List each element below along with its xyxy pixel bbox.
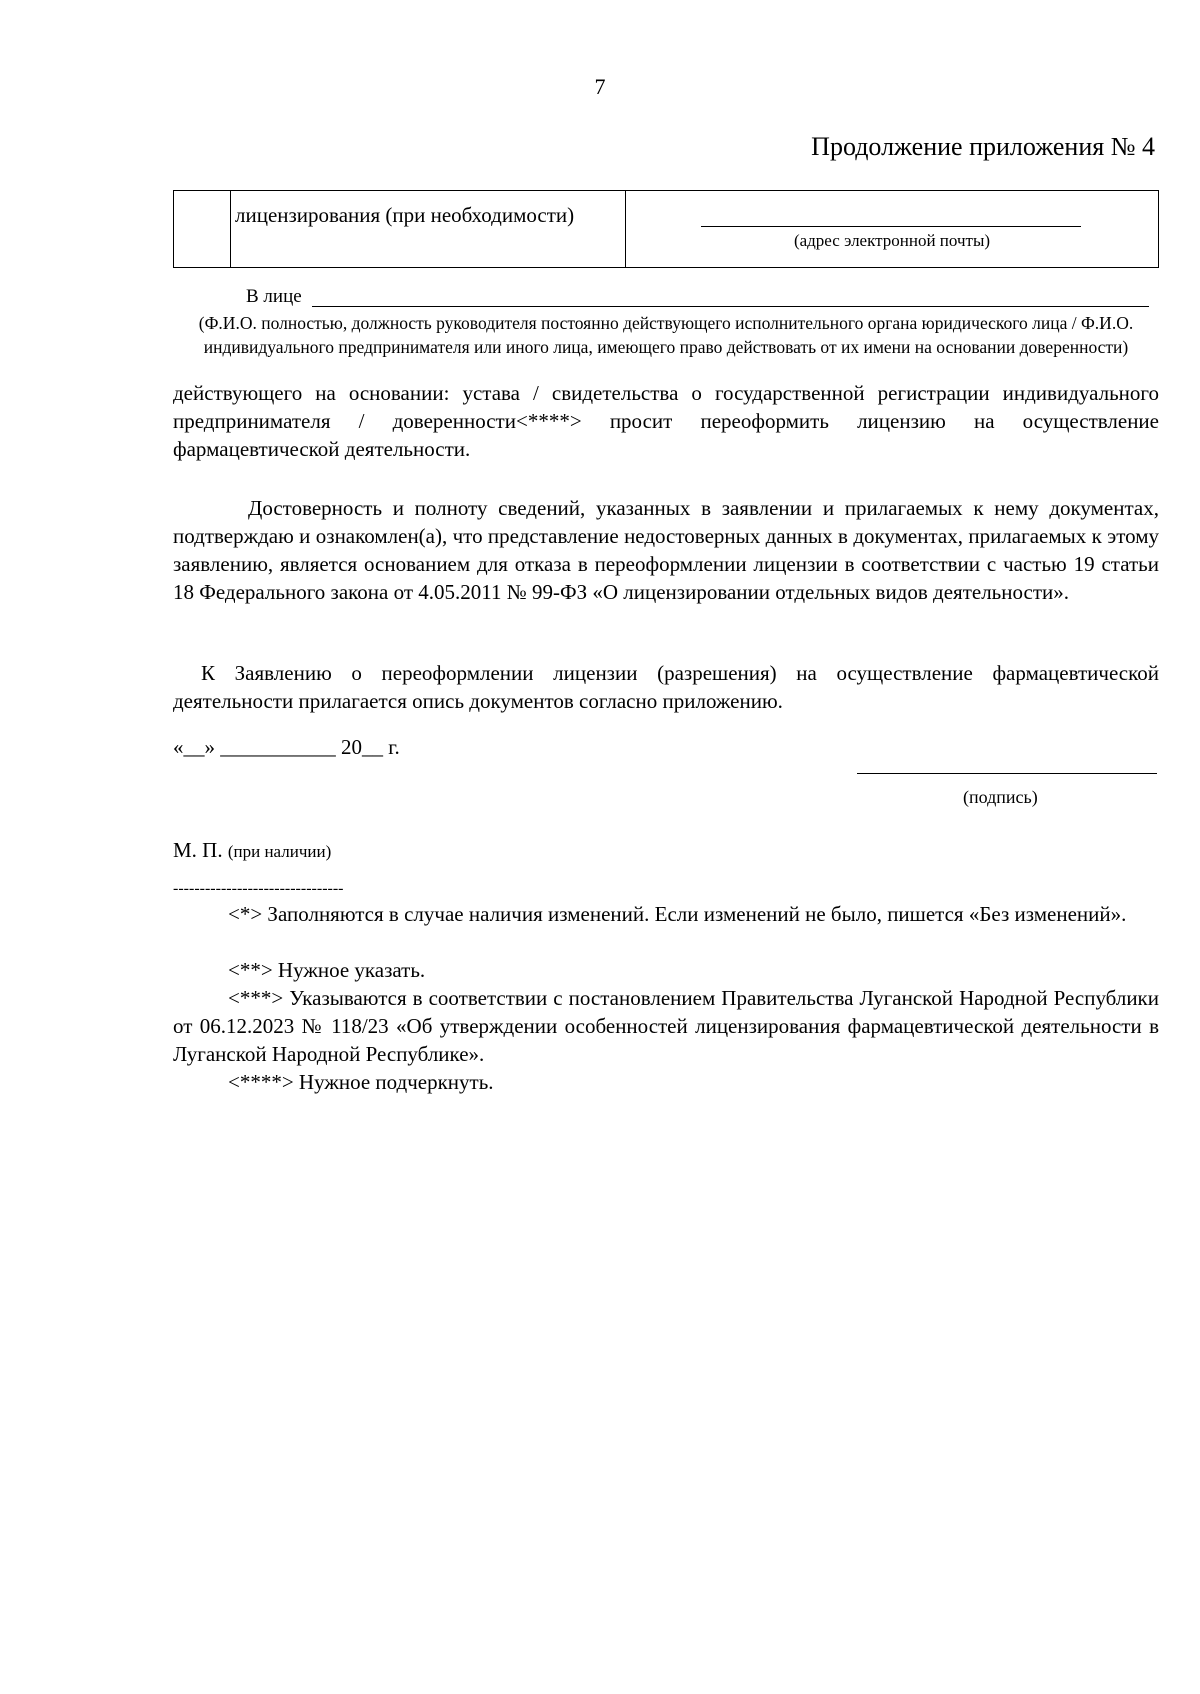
footnote-3: <***> Указываются в соответствии с постановлением Правительства Луганской Народной Республики от 06.12.2023 № 118/23 «Об утверждении особенностей лицензирования фармацевтической деятельности в Луганской Народной Республике». [173,986,1159,1066]
page-number: 7 [594,74,606,99]
date-line: «__» ___________ 20__ г. [173,735,400,759]
attachment-paragraph: К Заявлению о переоформлении лицензии (разрешения) на осуществление фармацевтической деятельности прилагается опись документов согласно приложению. [173,661,1159,713]
reliability-paragraph: Достоверность и полноту сведений, указанных в заявлении и прилагаемых к нему документах, подтверждаю и ознакомлен(а), что представление недостоверных данных в документах, прилагаемых к этому заявлению, является основанием для отказа в переоформлении лицензии в соответствии с частью 19 статьи 18 Федерального закона от 4.05.2011 № 99-ФЗ «О лицензировании отдельных видов деятельности». [173,496,1159,604]
representative-fill-line [312,306,1149,307]
footnote-divider: -------------------------------- [173,880,344,897]
continuation-table [173,190,1159,268]
table-number-cell [174,191,231,267]
footnote-2: <**> Нужное указать. [228,958,426,982]
table-label-cell: лицензирования (при необходимости) [231,191,626,267]
representative-label: В лице [246,286,302,307]
signature-caption: (подпись) [963,787,1038,807]
footnote-1: <*> Заполняются в случае наличия изменений. Если изменений не было, пишется «Без изменений». [228,902,1127,926]
email-caption: (адрес электронной почты) [793,231,991,250]
signature-line [857,773,1157,774]
footnote-4: <****> Нужное подчеркнуть. [228,1070,494,1094]
email-fill-line [701,226,1081,227]
stamp-line [173,838,331,863]
representative-caption: (Ф.И.О. полностью, должность руководителя постоянно действующего исполнительного органа юридического лица / Ф.И.О. индивидуального предпринимателя или иного лица, имеющего право действовать от их имени на основании доверенности) [198,313,1134,357]
stamp-note: (при наличии) [227,842,332,861]
appendix-title: Продолжение приложения № 4 [811,132,1155,161]
table-email-cell [626,191,1158,267]
stamp-label: М. П. [173,838,223,862]
basis-paragraph: действующего на основании: устава / свидетельства о государственной регистрации индивидуального предпринимателя / доверенности<****> просит переоформить лицензию на осуществление фармацевтической деятельности. [173,381,1159,461]
